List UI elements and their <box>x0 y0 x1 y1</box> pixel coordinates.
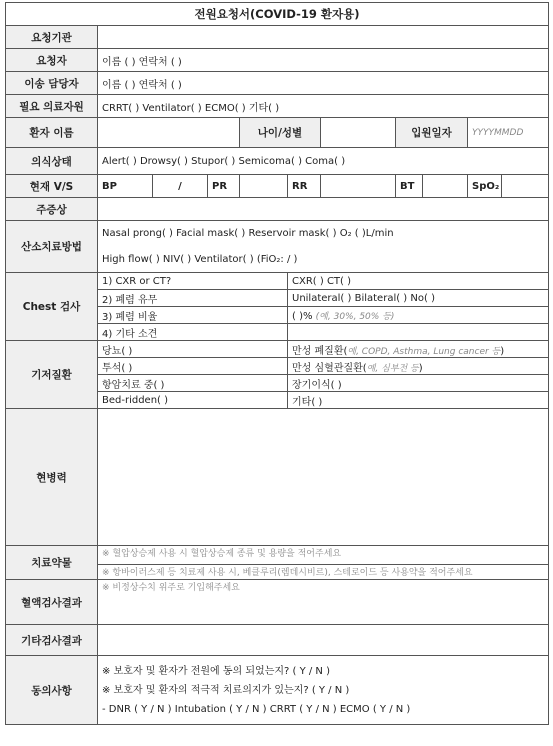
comorbid-r3a[interactable]: 항암치료 중( ) <box>98 375 288 392</box>
comorbid-r4b[interactable]: 기타( ) <box>288 392 549 409</box>
consent-label: 동의사항 <box>6 656 98 725</box>
rr-field[interactable] <box>321 175 396 198</box>
history-field[interactable] <box>98 409 549 546</box>
pr-field[interactable] <box>240 175 288 198</box>
age-sex-label: 나이/성별 <box>240 118 321 148</box>
patient-name-label: 환자 이름 <box>6 118 98 148</box>
meds-note-1[interactable]: ※ 혈압상승제 사용 시 혈압상승제 종류 및 용량을 적어주세요 <box>98 546 549 565</box>
chest-r3a[interactable]: 3) 폐렴 비율 <box>98 307 288 324</box>
consciousness-label: 의식상태 <box>6 148 98 175</box>
admit-date-field[interactable]: YYYYMMDD <box>468 118 549 148</box>
chronic-cardio-hint: 예, 심부전 등 <box>366 363 419 374</box>
meds-label: 치료약물 <box>6 546 98 580</box>
chronic-lung: 만성 폐질환( <box>292 345 348 357</box>
resources-field[interactable]: CRRT( ) Ventilator( ) ECMO( ) 기타( ) <box>98 95 549 118</box>
symptoms-label: 주증상 <box>6 198 98 221</box>
spo2-label: SpO₂ <box>468 175 502 198</box>
chest-ratio-hint: (예, 30%, 50% 등) <box>315 311 395 322</box>
age-sex-field[interactable] <box>321 118 396 148</box>
chest-r3b[interactable] <box>288 307 549 324</box>
chest-r4b[interactable] <box>288 324 549 341</box>
chest-label: Chest 검사 <box>6 273 98 341</box>
consent-field[interactable] <box>98 656 549 725</box>
chest-r2a[interactable]: 2) 폐렴 유무 <box>98 290 288 307</box>
consciousness-field[interactable]: Alert( ) Drowsy( ) Stupor( ) Semicoma( ) Coma( ) <box>98 148 549 175</box>
comorbid-r3b[interactable]: 장기이식( ) <box>288 375 549 392</box>
vitals-label: 현재 V/S <box>6 175 98 198</box>
pr-label: PR <box>208 175 240 198</box>
requester-label: 요청자 <box>6 49 98 72</box>
comorbid-r1a[interactable]: 당뇨( ) <box>98 341 288 358</box>
requesting-org-label: 요청기관 <box>6 26 98 49</box>
rr-label: RR <box>288 175 321 198</box>
patient-name-field[interactable] <box>98 118 240 148</box>
resources-label: 필요 의료자원 <box>6 95 98 118</box>
admit-date-label: 입원일자 <box>396 118 468 148</box>
comorbid-label: 기저질환 <box>6 341 98 409</box>
other-tests-field[interactable] <box>98 625 549 656</box>
oxygen-line2[interactable]: High flow( ) NIV( ) Ventilator( ) (FiO₂: / ) <box>98 247 549 273</box>
history-label: 현병력 <box>6 409 98 546</box>
comorbid-r2a[interactable]: 투석( ) <box>98 358 288 375</box>
transfer-request-form <box>5 2 549 725</box>
requester-field[interactable]: 이름 ( ) 연락처 ( ) <box>98 49 549 72</box>
consent-line-2: ※ 보호자 및 환자의 적극적 치료의지가 있는지? ( Y / N ) <box>102 684 350 696</box>
spo2-field[interactable] <box>502 175 549 198</box>
form-title: 전원요청서(COVID-19 환자용) <box>6 3 549 26</box>
bt-label: BT <box>396 175 423 198</box>
bt-field[interactable] <box>423 175 468 198</box>
comorbid-r4a[interactable]: Bed-ridden( ) <box>98 392 288 409</box>
chronic-lung-hint: 예, COPD, Asthma, Lung cancer 등 <box>347 346 501 357</box>
consent-line-3: - DNR ( Y / N ) Intubation ( Y / N ) CRRT ( Y / N ) ECMO ( Y / N ) <box>102 703 411 715</box>
other-tests-label: 기타검사결과 <box>6 625 98 656</box>
consent-line-1: ※ 보호자 및 환자가 전원에 동의 되었는지? ( Y / N ) <box>102 665 330 677</box>
transfer-staff-label: 이송 담당자 <box>6 72 98 95</box>
bp-label[interactable] <box>98 175 153 198</box>
chest-r1b[interactable]: CXR( ) CT( ) <box>288 273 549 290</box>
blood-label: 혈액검사결과 <box>6 580 98 625</box>
bp-slash[interactable]: / <box>153 175 208 198</box>
comorbid-r1b[interactable]: 만성 폐질환(예, COPD, Asthma, Lung cancer 등) <box>288 341 549 358</box>
transfer-staff-field[interactable]: 이름 ( ) 연락처 ( ) <box>98 72 549 95</box>
bp-text: BP <box>102 180 117 192</box>
blood-field[interactable]: ※ 비정상수치 위주로 기입해주세요 <box>98 580 549 625</box>
chest-r2b[interactable]: Unilateral( ) Bilateral( ) No( ) <box>288 290 549 307</box>
comorbid-r2b[interactable]: 만성 심혈관질환(예, 심부전 등) <box>288 358 549 375</box>
meds-note-2[interactable]: ※ 항바이러스제 등 치료제 사용 시, 베클루리(렘데시비르), 스테로이드 등 사용약을 적어주세요 <box>98 565 549 580</box>
chest-r4a[interactable]: 4) 기타 소견 <box>98 324 288 341</box>
oxygen-label: 산소치료방법 <box>6 221 98 273</box>
chest-r1a[interactable]: 1) CXR or CT? <box>98 273 288 290</box>
oxygen-line1[interactable]: Nasal prong( ) Facial mask( ) Reservoir mask( ) O₂ ( )L/min <box>98 221 549 247</box>
chest-ratio: ( )% <box>292 310 313 322</box>
requesting-org-field[interactable] <box>98 26 549 49</box>
symptoms-field[interactable] <box>98 198 549 221</box>
chronic-cardio: 만성 심혈관질환( <box>292 362 367 374</box>
